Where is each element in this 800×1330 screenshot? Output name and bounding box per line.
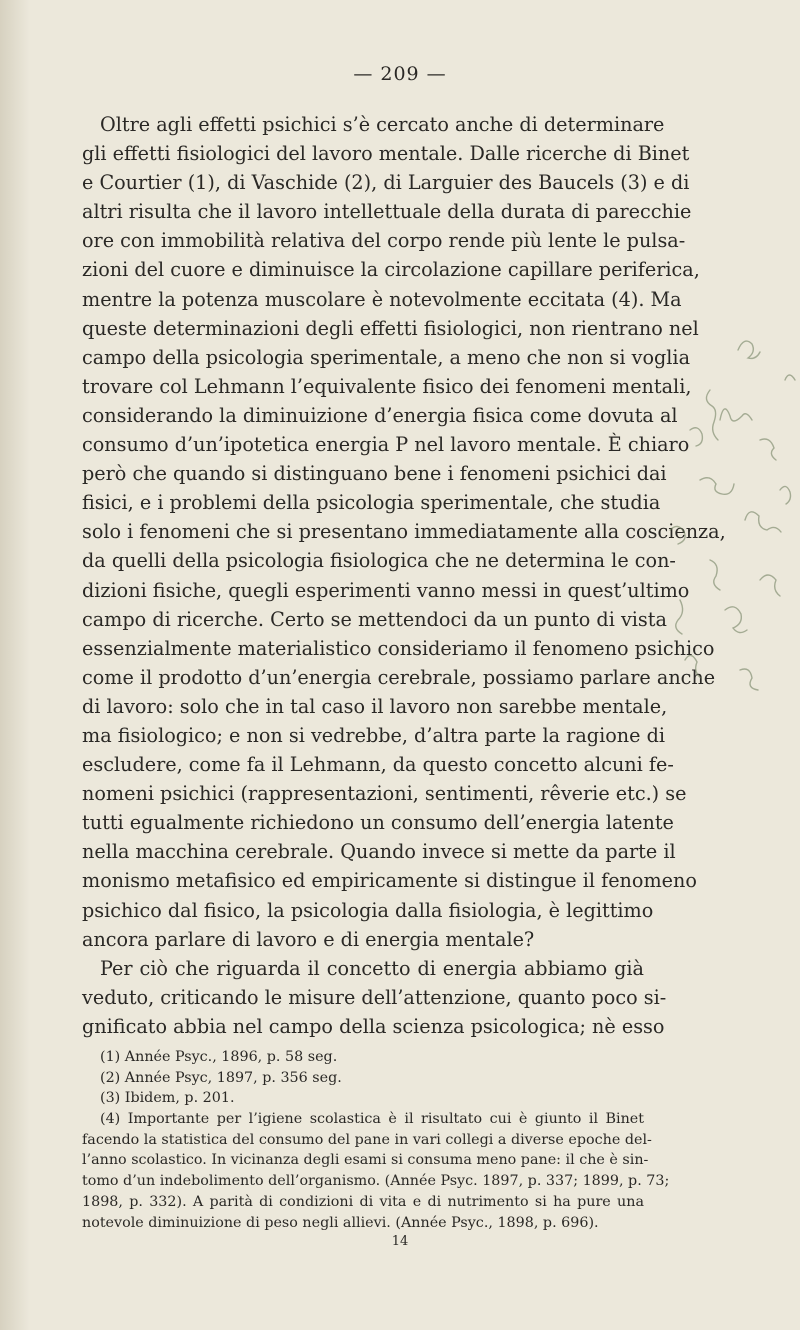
text-line: altri risulta che il lavoro intellettuale della durata di parecchie <box>82 200 692 224</box>
text-line: solo i fenomeni che si presentano immediatamente alla coscienza, <box>82 520 726 544</box>
text-line: però che quando si distinguano bene i fenomeni psichici dai <box>82 462 667 486</box>
page-number: — 209 — <box>353 63 447 85</box>
text-line: campo di ricerche. Certo se mettendoci da un punto di vista <box>82 607 667 631</box>
text-line: gnificato abbia nel campo della scienza psicologica; nè esso <box>82 1014 665 1038</box>
text-line: nella macchina cerebrale. Quando invece si mette da parte il <box>82 840 676 864</box>
text-line: escludere, come fa il Lehmann, da questo concetto alcuni fe- <box>82 753 674 777</box>
text-line: zioni del cuore e diminuisce la circolazione capillare periferica, <box>82 258 700 282</box>
text-line: di lavoro: solo che in tal caso il lavoro non sarebbe mentale, <box>82 694 668 718</box>
text-line: fisici, e i problemi della psicologia sperimentale, che studia <box>82 491 661 515</box>
footnote-line: (2) Année Psyc, 1897, p. 356 seg. <box>100 1069 342 1086</box>
text-line: ma fisiologico; e non si vedrebbe, d’altra parte la ragione di <box>82 723 665 747</box>
main-text <box>82 110 726 1041</box>
text-line: gli effetti fisiologici del lavoro mentale. Dalle ricerche di Binet <box>82 142 690 166</box>
text-line: nomeni psichici (rappresentazioni, sentimenti, rêverie etc.) se <box>82 782 687 806</box>
text-line: psichico dal fisico, la psicologia dalla fisiologia, è legittimo <box>82 898 654 922</box>
text-line: tutti egualmente richiedono un consumo dell’energia latente <box>82 811 674 835</box>
footnote-line: notevole diminuizione di peso negli allievi. (Année Psyc., 1898, p. 696). <box>82 1214 599 1231</box>
text-line: ancora parlare di lavoro e di energia mentale? <box>82 927 535 951</box>
text-line: Per ciò che riguarda il concetto di energia abbiamo già <box>100 956 644 980</box>
footnote-line: l’anno scolastico. In vicinanza degli esami si consuma meno pane: il che è sin- <box>82 1152 649 1169</box>
footnote-line: (4) Importante per l’igiene scolastica è il risultato cui è giunto il Binet <box>100 1111 644 1128</box>
text-line: considerando la diminuizione d’energia fisica come dovuta al <box>82 403 678 427</box>
text-line: queste determinazioni degli effetti fisiologici, non rientrano nel <box>82 316 699 340</box>
text-line: e Courtier (1), di Vaschide (2), di Larguier des Baucels (3) e di <box>82 171 690 195</box>
signature-mark: 14 <box>391 1234 409 1249</box>
text-line: Oltre agli effetti psichici s’è cercato anche di determinare <box>100 113 665 136</box>
footnotes <box>82 1047 670 1233</box>
text-line: campo della psicologia sperimentale, a meno che non si voglia <box>82 345 691 369</box>
text-line: veduto, criticando le misure dell’attenzione, quanto poco si- <box>82 985 667 1009</box>
text-line: dizioni fisiche, quegli esperimenti vanno messi in quest’ultimo <box>82 578 690 602</box>
footnote-line: facendo la statistica del consumo del pane in vari collegi a diverse epoche del- <box>82 1131 652 1148</box>
footnote-line: tomo d’un indebolimento dell’organismo. (Année Psyc. 1897, p. 337; 1899, p. 73; <box>82 1173 670 1190</box>
text-line: monismo metafisico ed empiricamente si distingue il fenomeno <box>82 869 697 893</box>
text-line: ore con immobilità relativa del corpo rende più lente le pulsa- <box>82 229 686 253</box>
text-line: essenzialmente materialistico consideriamo il fenomeno psichico <box>82 636 715 660</box>
text-line: da quelli della psicologia fisiologica che ne determina le con- <box>82 549 676 573</box>
footnote-line: (3) Ibidem, p. 201. <box>100 1090 235 1107</box>
footnote-line: 1898, p. 332). A parità di condizioni di vita e di nutrimento si ha pure una <box>82 1193 644 1210</box>
page-gutter-shadow <box>0 0 30 1330</box>
footnote-line: (1) Année Psyc., 1896, p. 58 seg. <box>100 1049 338 1065</box>
text-line: mentre la potenza muscolare è notevolmente eccitata (4). Ma <box>82 287 682 311</box>
ink-bleed-through-marks <box>650 280 800 740</box>
text-line: trovare col Lehmann l’equivalente fisico dei fenomeni mentali, <box>82 374 692 398</box>
text-line: consumo d’un’ipotetica energia P nel lavoro mentale. È chiaro <box>82 433 690 457</box>
text-line: come il prodotto d’un’energia cerebrale, possiamo parlare anche <box>82 665 716 689</box>
